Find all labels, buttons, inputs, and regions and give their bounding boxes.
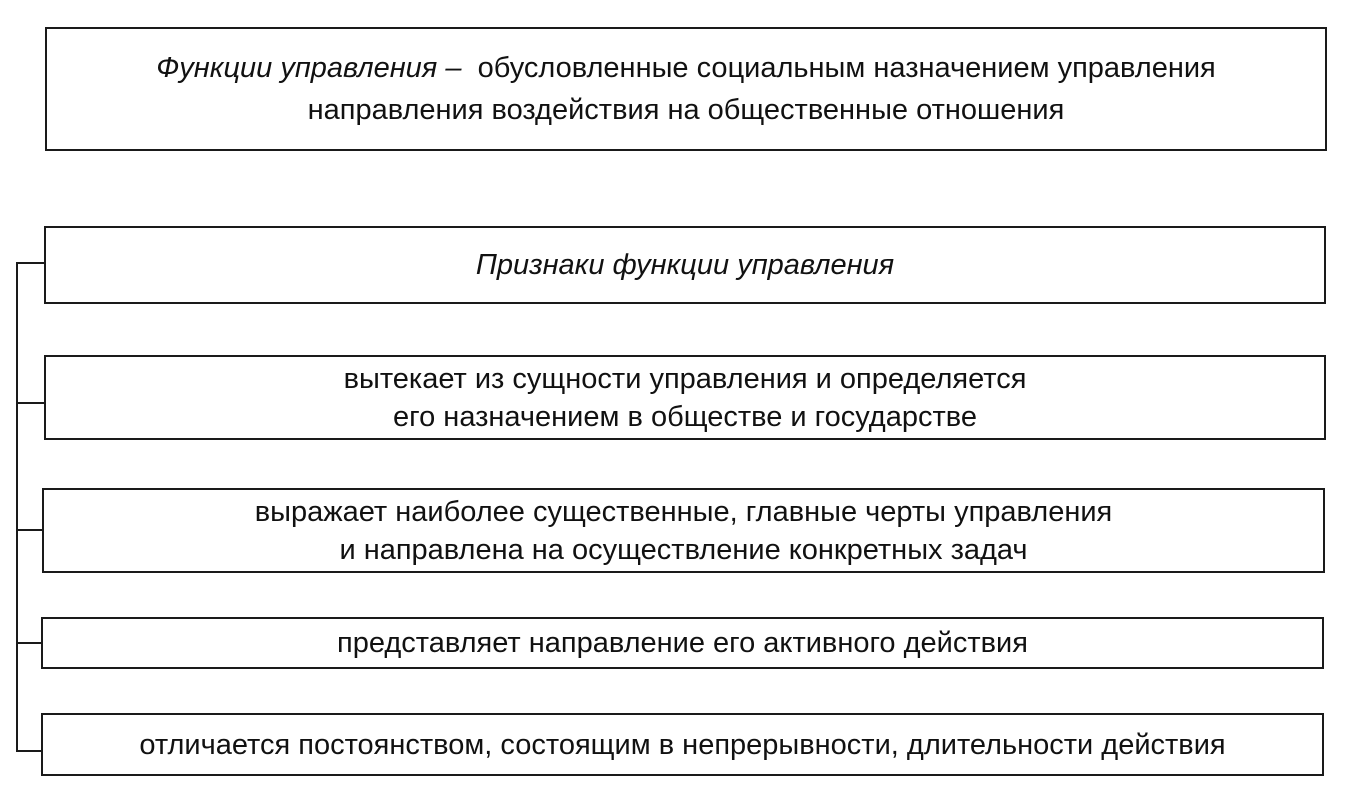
connector-tick-feature-4 <box>16 750 42 752</box>
feature-1-line-2: его назначением в обществе и государстве <box>393 400 977 433</box>
connector-tick-feature-2 <box>16 529 44 531</box>
feature-1-line-1: вытекает из сущности управления и определяется <box>343 362 1027 395</box>
connector-vertical-line <box>16 262 18 751</box>
features-title: Признаки функции управления <box>475 249 895 281</box>
definition-box <box>45 27 1327 151</box>
definition-line-1 <box>156 47 1216 89</box>
feature-box-2 <box>42 488 1325 573</box>
feature-box-4 <box>41 713 1324 776</box>
feature-2-line-2: и направлена на осуществление конкретных задач <box>339 533 1028 566</box>
feature-4-line-1: отличается постоянством, состоящим в непрерывности, длительности действия <box>139 728 1226 761</box>
definition-term: Функции управления – <box>156 52 462 84</box>
feature-3-line-1: представляет направление его активного действия <box>337 627 1028 659</box>
connector-tick-feature-3 <box>16 642 42 644</box>
features-title-box <box>44 226 1326 304</box>
definition-text-line-2: направления воздействия на общественные отношения <box>307 94 1065 126</box>
connector-tick-title <box>16 262 44 264</box>
feature-box-1 <box>44 355 1326 440</box>
connector-tick-feature-1 <box>16 402 44 404</box>
definition-text-line-1: обусловленные социальным назначением управления <box>477 52 1216 84</box>
feature-box-3 <box>41 617 1324 669</box>
feature-2-line-1: выражает наиболее существенные, главные черты управления <box>254 495 1113 528</box>
